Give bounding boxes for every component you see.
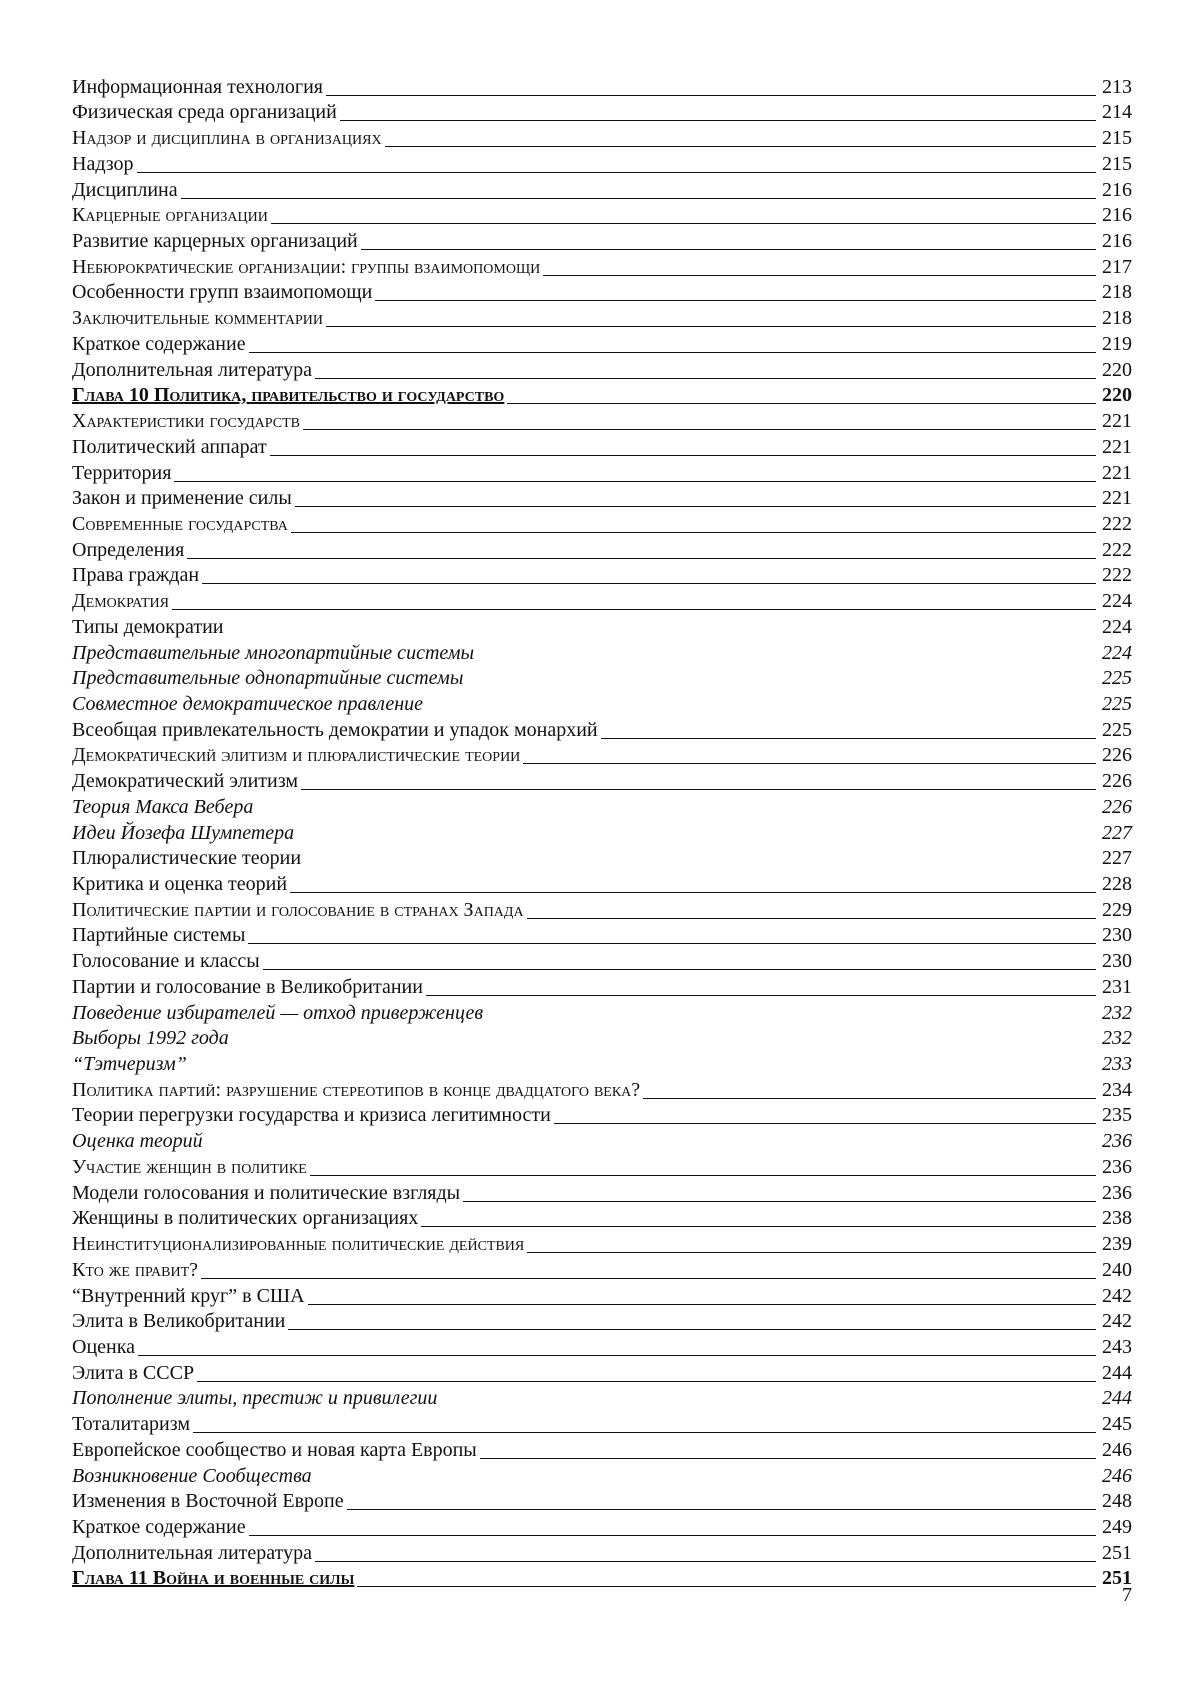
toc-leader-line [326,326,1096,327]
toc-entry [72,612,1132,638]
toc-chapter-entry [72,381,1132,407]
toc-entry-page: 233 [1102,1053,1132,1076]
toc-entry-title: Элита в Великобритании [72,1310,286,1333]
toc-entry-title: Критика и оценка теорий [72,873,288,895]
toc-entry-page: 220 [1102,358,1132,381]
toc-leader-line [340,120,1096,121]
toc-leader-line [263,969,1096,970]
toc-entry-page: 236 [1102,1155,1132,1178]
toc-entry [72,1152,1132,1178]
toc-entry-page: 214 [1102,101,1132,124]
toc-entry [72,1229,1132,1255]
toc-entry-title: Плюралистические теории [72,847,302,870]
toc-entry-title: Демократия [72,590,169,613]
toc-entry-title: Пополнение элиты, престиж и привилегии [72,1387,438,1410]
toc-entry-page: 216 [1102,178,1132,201]
toc-entry [72,278,1132,304]
toc-entry-page: 226 [1102,795,1132,818]
toc-entry-page: 236 [1102,1181,1132,1204]
toc-entry [72,509,1132,535]
toc-leader-line [249,1535,1096,1536]
toc-entry-title: Идеи Йозефа Шумпетера [72,821,295,844]
toc-entry-title: Европейское сообщество и новая карта Европы [72,1438,477,1461]
toc-leader-line [137,172,1096,173]
toc-entry-page: 216 [1102,230,1132,253]
toc-entry-title: Возникновение Сообщества [72,1464,312,1487]
toc-entry-title: “Внутренний круг” в США [72,1284,305,1307]
toc-entry-title: Заключительные комментарии [72,307,323,330]
toc-entry-page: 224 [1102,641,1132,664]
toc-entry-page: 213 [1102,75,1132,98]
toc-leader-line [308,1304,1096,1305]
toc-entry [72,715,1132,741]
toc-entry [72,98,1132,124]
toc-leader-line [507,403,1096,404]
toc-entry-page: 232 [1102,1001,1132,1024]
toc-leader-line [643,1098,1096,1099]
toc-entry [72,1024,1132,1050]
toc-entry-page: 221 [1102,435,1132,458]
toc-entry-title: Физическая среда организаций [72,101,337,124]
toc-entry-page: 230 [1102,950,1132,973]
toc-entry-title: Демократический элитизм и плюралистические теории [72,744,521,767]
toc-entry-page: 246 [1102,1438,1132,1461]
page-number: 7 [1122,1584,1132,1606]
toc-entry-title: Характеристики государств [72,410,300,433]
toc-entry-title: Теории перегрузки государства и кризиса легитимности [72,1104,551,1127]
toc-entry [72,638,1132,664]
toc-entry-title: Демократический элитизм [72,770,298,793]
toc-entry-title: Территория [72,461,172,484]
toc-entry-page: 240 [1102,1258,1132,1281]
toc-entry-title: Совместное демократическое правление [72,692,424,715]
toc-entry [72,972,1132,998]
toc-leader-line [527,1252,1096,1253]
toc-entry [72,818,1132,844]
toc-entry-page: 242 [1102,1310,1132,1333]
toc-leader-line [197,1381,1096,1382]
toc-leader-line [295,506,1096,507]
toc-entry-title: Особенности групп взаимопомощи [72,281,373,304]
toc-entry [72,1487,1132,1513]
toc-entry-page: 216 [1102,204,1132,227]
toc-entry-page: 221 [1102,410,1132,433]
toc-entry-title: Современные государства [72,512,288,535]
toc-chapter-entry [72,1564,1132,1590]
toc-entry [72,586,1132,612]
toc-entry [72,1461,1132,1487]
toc-entry [72,201,1132,227]
toc-leader-line [288,1329,1096,1330]
toc-entry-page: 226 [1102,744,1132,767]
toc-entry-page: 221 [1102,487,1132,510]
toc-entry-title: Надзор и дисциплина в организациях [72,127,382,150]
toc-entry-title: Краткое содержание [72,1515,246,1538]
toc-entry [72,921,1132,947]
toc-entry-page: 244 [1102,1361,1132,1384]
toc-entry-page: 234 [1102,1078,1132,1101]
toc-entry-title: Кто же правит? [72,1258,199,1281]
toc-entry-title: Небюрократические организации: группы взаимопомощи [72,255,541,278]
toc-leader-line [310,1175,1096,1176]
toc-entry [72,998,1132,1024]
toc-leader-line [375,300,1096,301]
toc-entry-page: 248 [1102,1490,1132,1513]
toc-entry-page: 230 [1102,924,1132,947]
toc-entry [72,226,1132,252]
toc-entry-page: 218 [1102,307,1132,330]
toc-entry-title: Права граждан [72,564,200,587]
toc-leader-line [480,1458,1096,1459]
toc-entry [72,1435,1132,1461]
toc-entry-title: Карцерные организации [72,204,268,227]
toc-leader-line [554,1123,1096,1124]
toc-entry-title: Голосование и классы [72,950,260,973]
toc-entry-title: Теория Макса Вебера [72,795,254,818]
toc-leader-line [201,1278,1096,1279]
toc-entry-title: “Тэтчеризм” [72,1053,187,1076]
toc-leader-line [271,223,1096,224]
toc-entry-page: 221 [1102,461,1132,484]
toc-entry-page: 235 [1102,1104,1132,1127]
toc-entry-page: 251 [1102,1567,1132,1590]
toc-entry [72,766,1132,792]
toc-entry-page: 243 [1102,1335,1132,1358]
toc-entry [72,458,1132,484]
toc-leader-line [303,429,1096,430]
toc-entry-page: 238 [1102,1207,1132,1230]
toc-entry-page: 222 [1102,538,1132,561]
toc-entry-page: 222 [1102,564,1132,587]
toc-entry-title: Дополнительная литература [72,358,312,381]
toc-leader-line [291,532,1096,533]
toc-leader-line [523,763,1096,764]
toc-entry [72,355,1132,381]
toc-entry-title: Участие женщин в политике [72,1155,307,1178]
toc-leader-line [601,738,1096,739]
toc-entry [72,175,1132,201]
toc-entry [72,1384,1132,1410]
toc-entry-page: 224 [1102,615,1132,638]
toc-entry-title: Определения [72,538,185,561]
toc-entry-page: 226 [1102,770,1132,793]
toc-entry [72,303,1132,329]
toc-entry-title: Неинституционализированные политические действия [72,1233,525,1256]
toc-entry-page: 229 [1102,898,1132,921]
toc-entry-title: Всеобщая привлекательность демократии и упадок монархий [72,718,598,741]
toc-entry [72,1255,1132,1281]
toc-entry [72,741,1132,767]
toc-entry-page: 249 [1102,1515,1132,1538]
toc-entry-page: 244 [1102,1387,1132,1410]
toc-leader-line [357,1586,1096,1587]
toc-entry [72,792,1132,818]
toc-entry-page: 227 [1102,847,1132,870]
toc-leader-line [527,918,1096,919]
toc-leader-line [248,943,1096,944]
toc-entry-title: Политика партий: разрушение стереотипов в конце двадцатого века? [72,1078,641,1101]
toc-entry-page: 227 [1102,821,1132,844]
toc-entry-page: 251 [1102,1541,1132,1564]
toc-entry [72,1204,1132,1230]
toc-entry-title: Оценка [72,1335,136,1358]
toc-leader-line [249,352,1096,353]
toc-leader-line [463,1201,1096,1202]
toc-leader-line [202,583,1096,584]
toc-entry-page: 231 [1102,975,1132,998]
toc-leader-line [270,455,1096,456]
toc-leader-line [193,1432,1096,1433]
toc-entry-title: Политические партии и голосование в странах Запада [72,898,524,921]
toc-entry [72,1512,1132,1538]
toc-entry [72,432,1132,458]
toc-leader-line [172,609,1096,610]
toc-entry-title: Развитие карцерных организаций [72,230,358,253]
toc-leader-line [326,95,1096,96]
toc-entry-title: Закон и применение силы [72,487,292,510]
toc-leader-line [421,1226,1096,1227]
toc-entry [72,1307,1132,1333]
toc-entry [72,946,1132,972]
toc-entry [72,1332,1132,1358]
toc-entry-title: Тоталитаризм [72,1413,191,1436]
toc-leader-line [315,1561,1096,1562]
toc-entry [72,484,1132,510]
toc-entry-title: Изменения в Восточной Европе [72,1490,344,1513]
toc-entry [72,1281,1132,1307]
toc-entry [72,406,1132,432]
toc-entry [72,664,1132,690]
toc-leader-line [138,1355,1096,1356]
toc-leader-line [181,198,1096,199]
toc-entry [72,535,1132,561]
table-of-contents [72,72,1132,1589]
toc-leader-line [174,481,1096,482]
toc-entry-page: 225 [1102,718,1132,741]
toc-entry-title: Выборы 1992 года [72,1027,229,1050]
toc-entry [72,1178,1132,1204]
toc-leader-line [543,275,1096,276]
toc-entry-title: Поведение избирателей — отход приверженцев [72,1001,484,1024]
toc-entry-page: 215 [1102,152,1132,175]
toc-entry-page: 215 [1102,127,1132,150]
toc-entry-title: Глава 10 Политика, правительство и государство [72,384,505,407]
toc-leader-line [347,1509,1096,1510]
toc-entry-title: Типы демократии [72,615,224,638]
toc-entry-page: 217 [1102,255,1132,278]
toc-entry-title: Представительные однопартийные системы [72,667,464,690]
toc-entry [72,1409,1132,1435]
toc-entry-page: 228 [1102,873,1132,895]
toc-entry-page: 225 [1102,692,1132,715]
toc-entry-page: 224 [1102,590,1132,613]
toc-entry [72,1358,1132,1384]
toc-entry-title: Женщины в политических организациях [72,1207,419,1230]
toc-entry-title: Дополнительная литература [72,1541,312,1564]
toc-leader-line [361,249,1096,250]
toc-entry [72,1049,1132,1075]
toc-entry [72,123,1132,149]
toc-leader-line [301,789,1096,790]
toc-entry-page: 222 [1102,512,1132,535]
toc-entry [72,844,1132,870]
toc-entry-page: 246 [1102,1464,1132,1487]
toc-entry-title: Политический аппарат [72,435,267,458]
toc-entry-page: 218 [1102,281,1132,304]
toc-entry [72,329,1132,355]
toc-entry-title: Глава 11 Война и военные силы [72,1567,355,1590]
toc-entry [72,72,1132,98]
toc-entry-title: Партийные системы [72,924,246,947]
toc-entry-page: 219 [1102,332,1132,355]
toc-entry-title: Оценка теорий [72,1130,203,1153]
toc-entry-title: Модели голосования и политические взгляды [72,1181,461,1204]
toc-entry [72,561,1132,587]
toc-entry-title: Информационная технология [72,75,323,98]
toc-entry-title: Представительные многопартийные системы [72,641,475,664]
toc-entry-title: Надзор [72,152,134,175]
toc-entry [72,1101,1132,1127]
toc-entry-page: 242 [1102,1284,1132,1307]
toc-leader-line [290,892,1096,893]
toc-entry [72,869,1132,895]
toc-entry [72,149,1132,175]
toc-entry [72,689,1132,715]
toc-entry-page: 236 [1102,1130,1132,1153]
toc-entry-page: 220 [1102,384,1132,407]
toc-entry [72,1538,1132,1564]
toc-entry-title: Дисциплина [72,178,178,201]
toc-leader-line [426,995,1096,996]
toc-entry [72,1075,1132,1101]
toc-leader-line [315,378,1096,379]
toc-entry-title: Краткое содержание [72,332,246,355]
toc-entry-title: Партии и голосование в Великобритании [72,975,423,998]
toc-entry [72,252,1132,278]
toc-entry [72,1126,1132,1152]
toc-entry-page: 232 [1102,1027,1132,1050]
toc-entry-page: 239 [1102,1233,1132,1256]
toc-leader-line [187,558,1096,559]
toc-entry-page: 245 [1102,1413,1132,1436]
toc-entry [72,895,1132,921]
toc-entry-page: 225 [1102,667,1132,690]
toc-leader-line [385,146,1096,147]
toc-entry-title: Элита в СССР [72,1361,195,1384]
